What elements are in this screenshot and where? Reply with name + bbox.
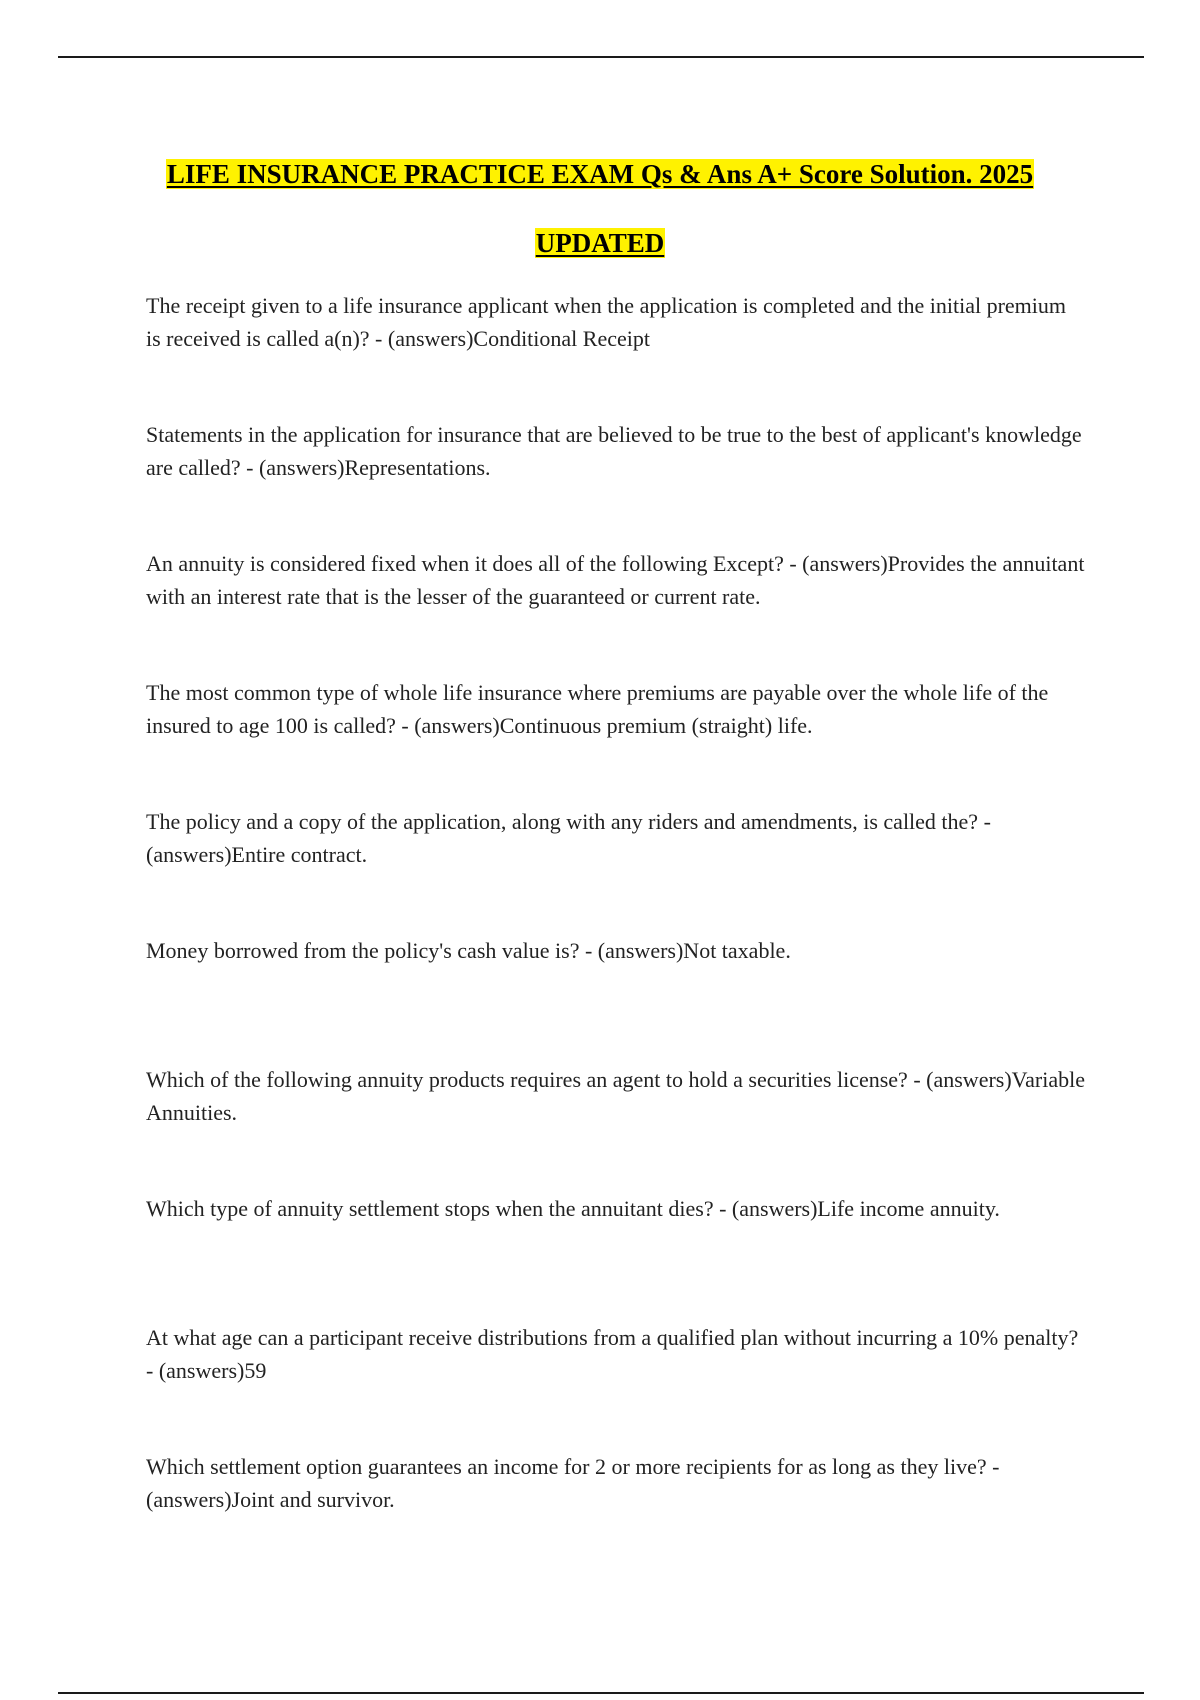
qa-item: Statements in the application for insurance that are believed to be true to the best of applicant's knowledge are called? - (answers)Representations. xyxy=(146,422,1082,480)
qa-item: The receipt given to a life insurance applicant when the application is completed and the initial premium is received is called a(n)? - (answers)Conditional Receipt xyxy=(146,293,1067,351)
qa-item: Which of the following annuity products requires an agent to hold a securities license? - (answers)Variable Annuities. xyxy=(146,1067,1085,1125)
title-line-1: LIFE INSURANCE PRACTICE EXAM Qs & Ans A+ Score Solution. 2025 xyxy=(166,159,1034,189)
bottom-rule xyxy=(58,1692,1144,1694)
title-line-2: UPDATED xyxy=(535,228,665,258)
qa-item: The policy and a copy of the application, along with any riders and amendments, is called the? - (answers)Entire contract. xyxy=(146,809,991,867)
qa-item: At what age can a participant receive distributions from a qualified plan without incurring a 10% penalty? - (answers)59 xyxy=(146,1325,1079,1383)
qa-item: Which settlement option guarantees an income for 2 or more recipients for as long as they live? - (answers)Joint and survivor. xyxy=(146,1454,1000,1512)
qa-item: Which type of annuity settlement stops when the annuitant dies? - (answers)Life income annuity. xyxy=(146,1196,1000,1221)
qa-item: The most common type of whole life insurance where premiums are payable over the whole life of the insured to age 100 is called? - (answers)Continuous premium (straight) life. xyxy=(146,680,1049,738)
top-rule xyxy=(58,56,1144,58)
qa-item: Money borrowed from the policy's cash value is? - (answers)Not taxable. xyxy=(146,938,791,963)
qa-list xyxy=(146,289,1086,1579)
qa-item: An annuity is considered fixed when it does all of the following Except? - (answers)Provides the annuitant with an interest rate that is the lesser of the guaranteed or current rate. xyxy=(146,551,1085,609)
document-title xyxy=(0,142,1200,280)
